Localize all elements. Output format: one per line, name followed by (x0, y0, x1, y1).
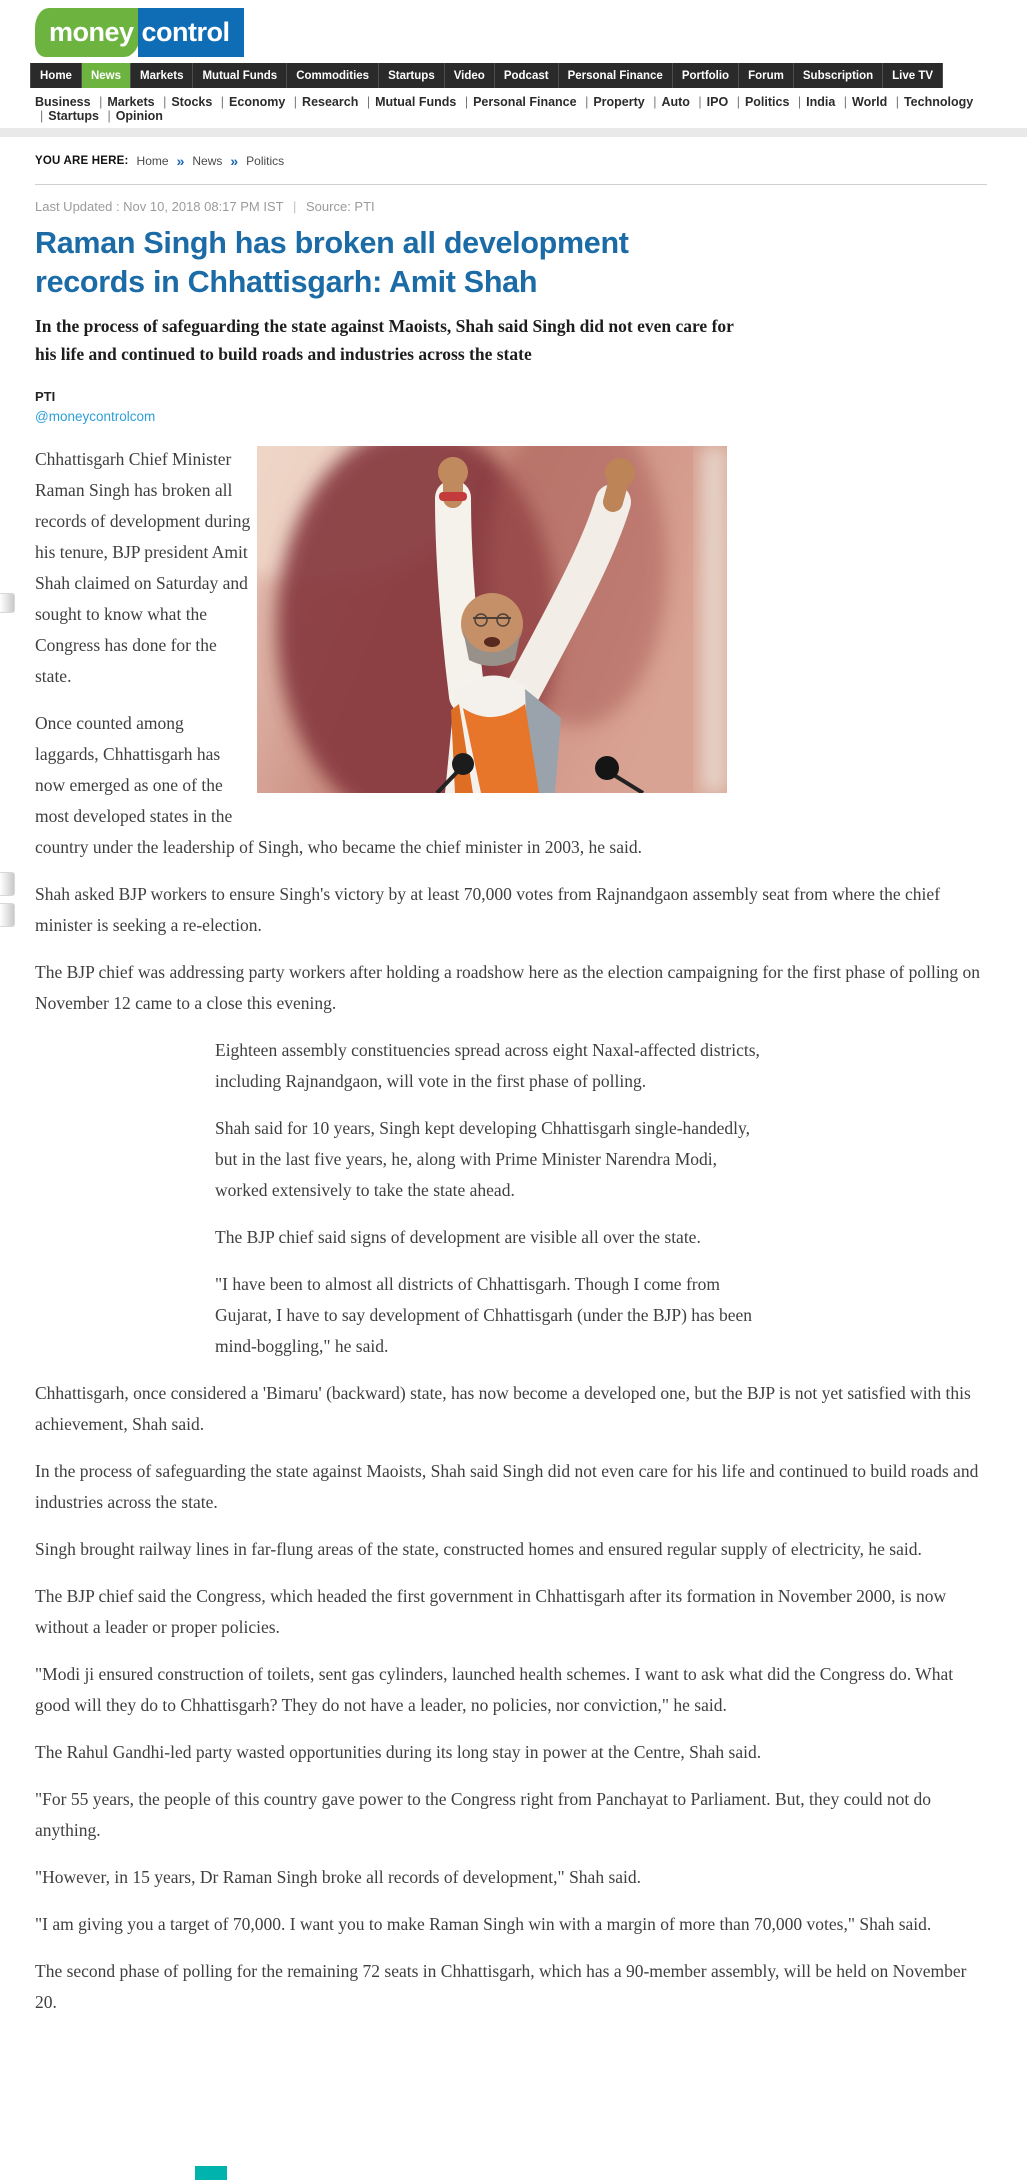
subnav-world[interactable]: | World (839, 95, 887, 109)
header-rule (35, 184, 987, 185)
subnav-stocks[interactable]: | Stocks (158, 95, 212, 109)
subnav-opinion[interactable]: | Opinion (102, 109, 162, 123)
nav-forum[interactable]: Forum (739, 63, 794, 88)
article-paragraph: "I am giving you a target of 70,000. I want you to make Raman Singh win with a margin of more than 70,000 votes," Shah said. (35, 1914, 932, 1934)
share-bar-artifact (0, 593, 15, 613)
article-paragraph: Shah said for 10 years, Singh kept developing Chhattisgarh single-handedly, but in the last five years, he, along with Prime Minister Narendra Modi, worked extensively to take the state ahead. (215, 1118, 750, 1200)
subnav-business[interactable]: Business (35, 95, 91, 109)
article-paragraph: The second phase of polling for the remaining 72 seats in Chhattisgarh, which has a 90-member assembly, will be held on November 20. (35, 1961, 967, 2012)
article-lead-section (35, 444, 727, 879)
article-meta (35, 199, 1027, 214)
breadcrumb (35, 153, 1027, 169)
article-paragraph: "I have been to almost all districts of Chhattisgarh. Though I come from Gujarat, I have to say development of Chhattisgarh (under the BJP) has been mind-boggling," he said. (215, 1274, 753, 1356)
chevron-right-icon: » (176, 153, 185, 169)
page-title: Raman Singh has broken all development records in Chhattisgarh: Amit Shah (35, 226, 629, 299)
breadcrumb-label: YOU ARE HERE: (35, 155, 129, 167)
article-body (35, 444, 985, 2018)
author-name: PTI (35, 389, 56, 404)
header-divider-strip (0, 128, 1027, 137)
nav-news[interactable]: News (82, 63, 131, 88)
breadcrumb-politics[interactable]: Politics (246, 154, 285, 168)
article-paragraph: Singh brought railway lines in far-flung areas of the state, constructed homes and ensured regular supply of electricity, he said. (35, 1539, 922, 1559)
secondary-nav (35, 88, 1027, 128)
nav-markets[interactable]: Markets (131, 63, 193, 88)
article-paragraph: In the process of safeguarding the state against Maoists, Shah said Singh did not even care for his life and continued to build roads and industries across the state. (35, 1461, 979, 1512)
article-paragraph: Shah asked BJP workers to ensure Singh's victory by at least 70,000 votes from Rajnandgaon assembly seat from where the chief minister is seeking a re-election. (35, 884, 941, 935)
chevron-right-icon: » (230, 153, 239, 169)
logo-money-part: money (35, 8, 140, 57)
footer-accent-bar (195, 2166, 227, 2180)
meta-separator: | (292, 199, 297, 214)
article-paragraph: "For 55 years, the people of this country gave power to the Congress right from Panchayat to Parliament. But, they could not do anything. (35, 1789, 932, 1840)
logo-control-part: control (138, 8, 244, 57)
main-nav (30, 63, 943, 88)
article-paragraph: Once counted among laggards, Chhattisgarh has now emerged as one of the most developed states in the country under the leadership of Singh, who became the chief minister in 2003, he said. (35, 713, 642, 857)
subnav-research[interactable]: | Research (289, 95, 359, 109)
subnav-property[interactable]: | Property (580, 95, 645, 109)
nav-video[interactable]: Video (445, 63, 495, 88)
nav-live-tv[interactable]: Live TV (883, 63, 943, 88)
nav-podcast[interactable]: Podcast (495, 63, 559, 88)
article-paragraph: "However, in 15 years, Dr Raman Singh broke all records of development," Shah said. (35, 1867, 642, 1887)
article-paragraph: "Modi ji ensured construction of toilets, sent gas cylinders, launched health schemes. I want to ask what did the Congress do. What good will they do to Chhattisgarh? They do not have a leader, no policies, nor conviction," he said. (35, 1664, 954, 1715)
subnav-ipo[interactable]: | IPO (693, 95, 728, 109)
subnav-mutual-funds[interactable]: | Mutual Funds (362, 95, 457, 109)
subnav-india[interactable]: | India (793, 95, 835, 109)
author-handle-link[interactable]: @moneycontrolcom (35, 409, 156, 424)
article-subheadline: In the process of safeguarding the state against Maoists, Shah said Singh did not even care for his life and continued to build roads and industries across the state (35, 316, 734, 364)
subnav-startups[interactable]: | Startups (35, 109, 99, 123)
nav-commodities[interactable]: Commodities (287, 63, 379, 88)
article-paragraph: The BJP chief said the Congress, which headed the first government in Chhattisgarh after its formation in November 2000, is now without a leader or proper policies. (35, 1586, 947, 1637)
subnav-politics[interactable]: | Politics (732, 95, 790, 109)
subnav-auto[interactable]: | Auto (648, 95, 690, 109)
article-image (257, 446, 727, 793)
article-paragraph: The BJP chief said signs of development are visible all over the state. (215, 1227, 701, 1247)
moneycontrol-logo[interactable] (35, 8, 244, 57)
subnav-technology[interactable]: | Technology (891, 95, 973, 109)
source: Source: PTI (306, 199, 375, 214)
article-paragraph: The BJP chief was addressing party workers after holding a roadshow here as the election campaigning for the first phase of polling on November 12 came to a close this evening. (35, 962, 981, 1013)
indented-paragraph-block (215, 1035, 760, 1362)
author-block (35, 388, 1027, 424)
nav-home[interactable]: Home (30, 63, 82, 88)
nav-startups[interactable]: Startups (379, 63, 445, 88)
share-bar-artifact (0, 903, 15, 927)
nav-subscription[interactable]: Subscription (794, 63, 883, 88)
article-paragraph: Chhattisgarh, once considered a 'Bimaru' (backward) state, has now become a developed one, but the BJP is not yet satisfied with this achievement, Shah said. (35, 1383, 971, 1434)
subnav-markets[interactable]: | Markets (94, 95, 155, 109)
nav-personal-finance[interactable]: Personal Finance (559, 63, 673, 88)
breadcrumb-news[interactable]: News (192, 154, 223, 168)
share-bar-artifact (0, 872, 15, 896)
last-updated: Last Updated : Nov 10, 2018 08:17 PM IST (35, 199, 284, 214)
article-paragraph: Eighteen assembly constituencies spread across eight Naxal-affected districts, including Rajnandgaon, will vote in the first phase of polling. (215, 1040, 760, 1091)
nav-mutual-funds[interactable]: Mutual Funds (193, 63, 287, 88)
subnav-economy[interactable]: | Economy (216, 95, 286, 109)
subnav-personal-finance[interactable]: | Personal Finance (460, 95, 577, 109)
article-paragraph: The Rahul Gandhi-led party wasted opportunities during its long stay in power at the Centre, Shah said. (35, 1742, 762, 1762)
article-paragraph: Chhattisgarh Chief Minister Raman Singh has broken all records of development during his tenure, BJP president Amit Shah claimed on Saturday and sought to know what the Congress has done for the state. (35, 449, 251, 686)
nav-portfolio[interactable]: Portfolio (673, 63, 739, 88)
breadcrumb-home[interactable]: Home (136, 154, 169, 168)
